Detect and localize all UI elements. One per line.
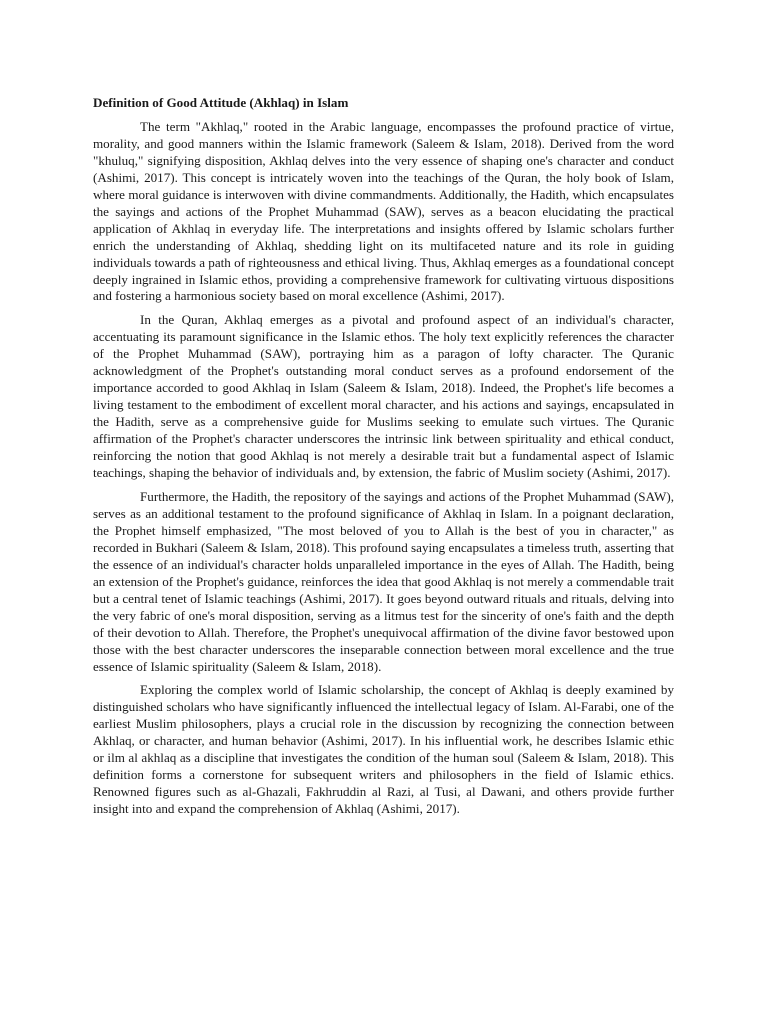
section-heading: Definition of Good Attitude (Akhlaq) in Islam (93, 95, 349, 110)
paragraph-4: Exploring the complex world of Islamic scholarship, the concept of Akhlaq is deeply examined by distinguished scholars who have significantly influenced the intellectual legacy of Islam. Al-Farabi, one of the earliest Muslim philosophers, plays a crucial role in the discussion by recognizing the connection between Akhlaq, or character, and human behavior (Ashimi, 2017). In his influential work, he describes Islamic ethic or ilm al akhlaq as a discipline that investigates the condition of the human soul (Saleem & Islam, 2018). This definition forms a cornerstone for subsequent writers and philosophers in the field of Islamic ethics. Renowned figures such as al-Ghazali, Fakhruddin al Razi, al Tusi, al Dawani, and others provide further insight into and expand the comprehension of Akhlaq (Ashimi, 2017). (93, 682, 674, 817)
paragraph-2: In the Quran, Akhlaq emerges as a pivotal and profound aspect of an individual's character, accentuating its paramount significance in the Islamic ethos. The holy text explicitly references the character of the Prophet Muhammad (SAW), portraying him as a paragon of lofty character. The Quranic acknowledgment of the Prophet's outstanding moral conduct serves as a profound endorsement of the importance accorded to good Akhlaq in Islam (Saleem & Islam, 2018). Indeed, the Prophet's life becomes a living testament to the embodiment of excellent moral character, and his actions and sayings, encapsulated in the Hadith, serve as a comprehensive guide for Muslims seeking to emulate such virtues. The Quranic affirmation of the Prophet's character underscores the intrinsic link between spirituality and ethical conduct, reinforcing the notion that good Akhlaq is not merely a desirable trait but a fundamental aspect of Islamic teachings, shaping the behavior of individuals and, by extension, the fabric of Muslim society (Ashimi, 2017). (93, 312, 674, 481)
paragraph-3: Furthermore, the Hadith, the repository of the sayings and actions of the Prophet Muhammad (SAW), serves as an additional testament to the profound significance of Akhlaq in Islam. In a poignant declaration, the Prophet himself emphasized, "The most beloved of you to Allah is the best of you in character," as recorded in Bukhari (Saleem & Islam, 2018). This profound saying encapsulates a timeless truth, asserting that the essence of an individual's character holds unparalleled importance in the eyes of Allah. The Hadith, being an extension of the Prophet's guidance, reinforces the idea that good Akhlaq is not merely a commendable trait but a central tenet of Islamic teachings (Ashimi, 2017). It goes beyond outward rituals and rituals, delving into the very fabric of one's moral disposition, serving as a litmus test for the sincerity of one's faith and the depth of their devotion to Allah. Therefore, the Prophet's unequivocal affirmation of the divine favor bestowed upon those with the best character underscores the inseparable connection between moral excellence and the true essence of Islamic spirituality (Saleem & Islam, 2018). (93, 488, 674, 674)
document-page (93, 95, 674, 825)
paragraph-1: The term "Akhlaq," rooted in the Arabic language, encompasses the profound practice of virtue, morality, and good manners within the Islamic framework (Saleem & Islam, 2018). Derived from the word "khuluq," signifying disposition, Akhlaq delves into the very essence of shaping one's character and conduct (Ashimi, 2017). This concept is intricately woven into the teachings of the Quran, the holy book of Islam, where moral guidance is interwoven with divine commandments. Additionally, the Hadith, which encapsulates the sayings and actions of the Prophet Muhammad (SAW), serves as a beacon elucidating the practical application of Akhlaq in everyday life. The interpretations and insights offered by Islamic scholars further enrich the understanding of Akhlaq, shedding light on its multifaceted nature and its role in guiding individuals towards a path of righteousness and ethical living. Thus, Akhlaq emerges as a foundational concept deeply ingrained in Islamic ethos, providing a comprehensive framework for cultivating virtuous dispositions and fostering a harmonious society based on moral excellence (Ashimi, 2017). (93, 118, 674, 304)
